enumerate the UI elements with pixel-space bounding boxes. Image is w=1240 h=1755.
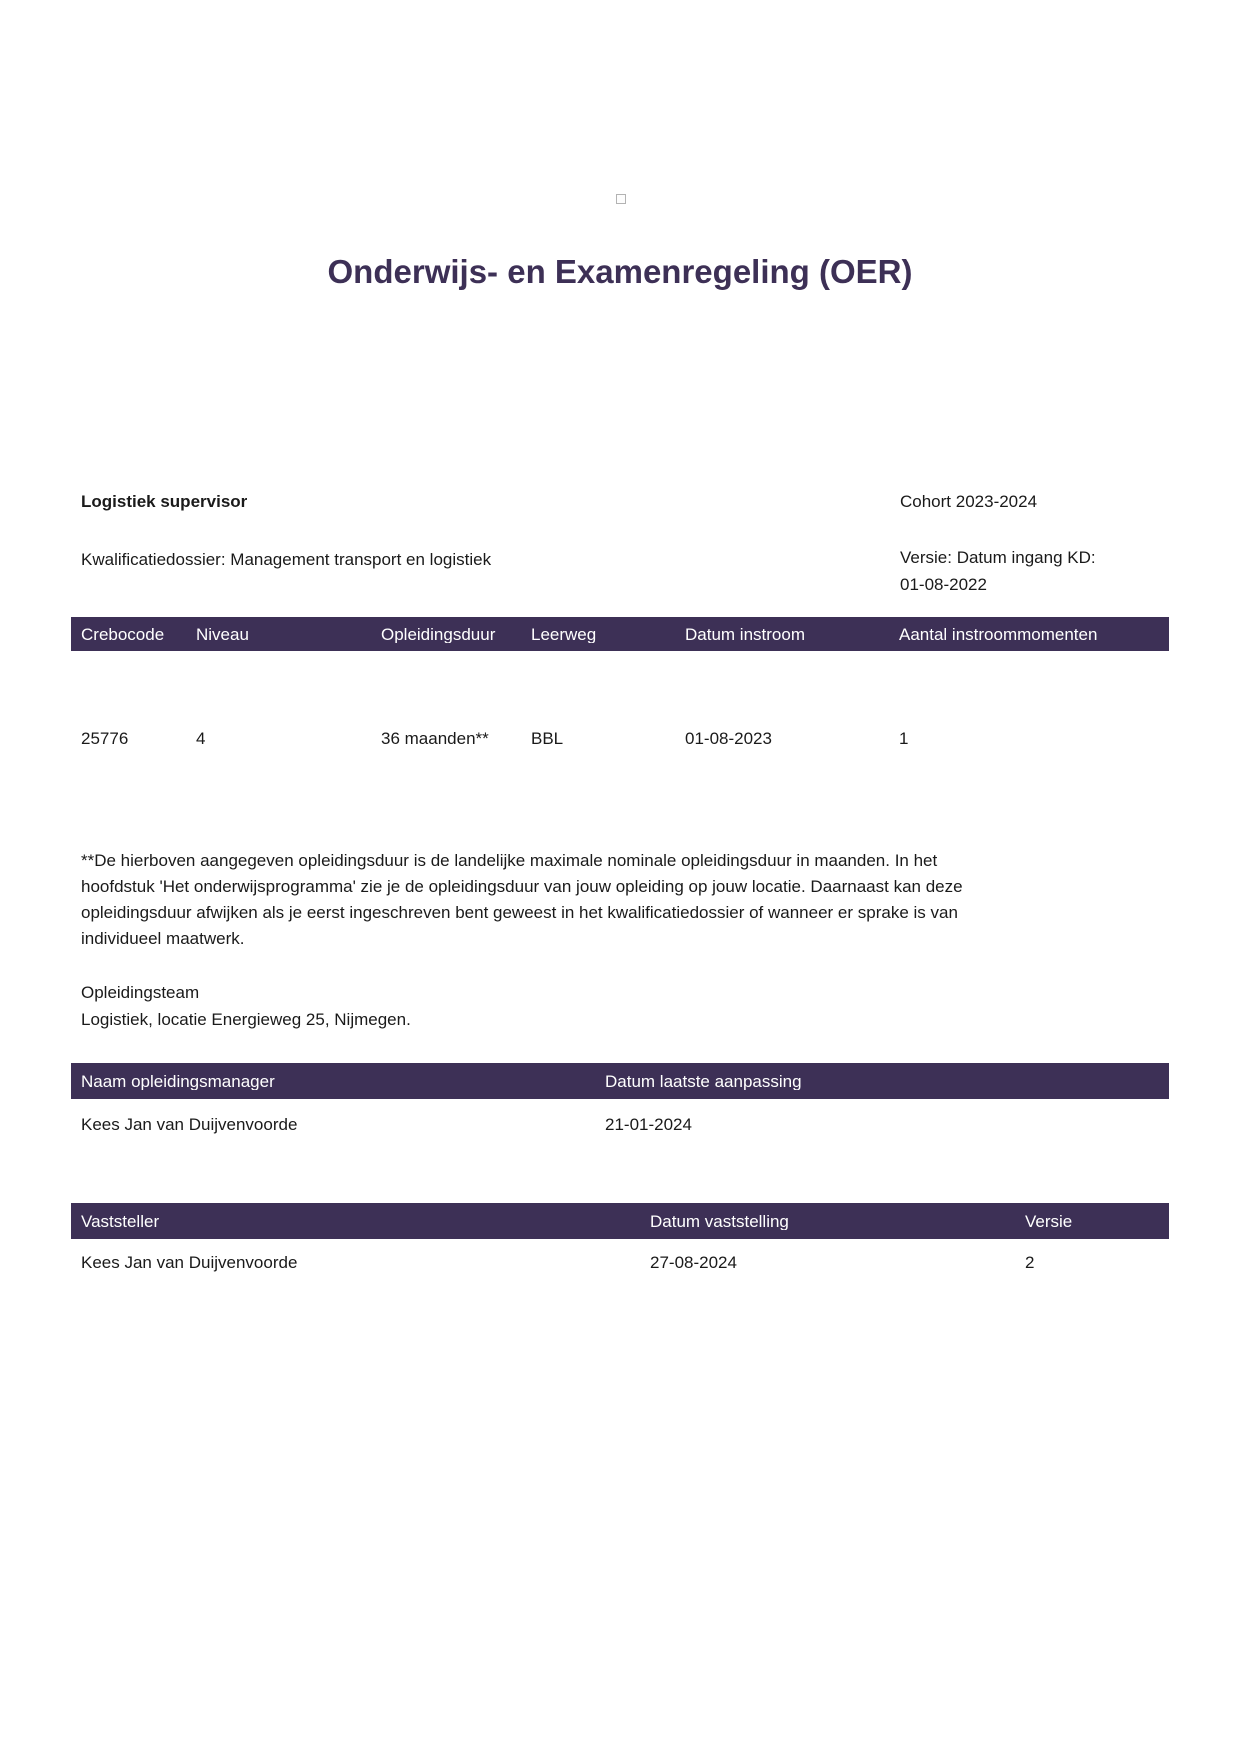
- cohort-label: Cohort 2023-2024: [900, 492, 1038, 511]
- manager-table-row: [71, 1115, 1169, 1135]
- team-heading: Opleidingsteam: [81, 983, 200, 1002]
- qualification-dossier-line: Kwalificatiedossier: Management transport en logistiek: [81, 550, 492, 569]
- kd-version-block: [900, 544, 1096, 598]
- cell-vaststeller: Kees Jan van Duijvenvoorde: [81, 1253, 298, 1272]
- footnote-line: **De hierboven aangegeven opleidingsduur is de landelijke maximale nominale opleidingsduur in maanden. In het: [81, 851, 938, 870]
- cell-leerweg: BBL: [531, 729, 564, 748]
- cell-naam-opleidingsmanager: Kees Jan van Duijvenvoorde: [81, 1115, 298, 1134]
- duration-footnote: [81, 848, 1151, 952]
- kd-version-value: 01-08-2022: [900, 575, 987, 594]
- header-cell-datum-laatste-aanpassing: Datum laatste aanpassing: [605, 1072, 802, 1090]
- footnote-line: individueel maatwerk.: [81, 929, 245, 948]
- cell-aantal-instroommomenten: 1: [899, 729, 909, 748]
- crebo-table-header-row: [71, 617, 1169, 651]
- header-cell-aantal-instroommomenten: Aantal instroommomenten: [899, 625, 1098, 643]
- approval-table-row: [71, 1253, 1169, 1273]
- header-cell-datum-instroom: Datum instroom: [685, 625, 805, 643]
- crebo-table: [71, 617, 1169, 749]
- header-cell-niveau: Niveau: [196, 625, 249, 643]
- header-cell-versie: Versie: [1025, 1212, 1073, 1230]
- cell-crebocode: 25776: [81, 729, 129, 748]
- manager-table-header-row: [71, 1063, 1169, 1099]
- empty-image-placeholder-icon: [616, 194, 626, 204]
- header-cell-naam-opleidingsmanager: Naam opleidingsmanager: [81, 1072, 275, 1090]
- header-cell-opleidingsduur: Opleidingsduur: [381, 625, 496, 643]
- kd-version-label: Versie: Datum ingang KD:: [900, 548, 1096, 567]
- cell-datum-instroom: 01-08-2023: [685, 729, 772, 748]
- approval-table: [71, 1203, 1169, 1273]
- cell-opleidingsduur: 36 maanden**: [381, 729, 489, 748]
- header-cell-vaststeller: Vaststeller: [81, 1212, 160, 1230]
- cell-datum-vaststelling: 27-08-2024: [650, 1253, 737, 1272]
- team-block: [81, 979, 411, 1033]
- team-location: Logistiek, locatie Energieweg 25, Nijmegen.: [81, 1010, 411, 1029]
- footnote-line: hoofdstuk 'Het onderwijsprogramma' zie je de opleidingsduur van jouw opleiding op jouw locatie. Daarnaast kan deze: [81, 877, 963, 896]
- header-cell-crebocode: Crebocode: [81, 625, 165, 643]
- cell-datum-laatste-aanpassing: 21-01-2024: [605, 1115, 692, 1134]
- manager-table: [71, 1063, 1169, 1135]
- footnote-line: opleidingsduur afwijken als je eerst ingeschreven bent geweest in het kwalificatiedossier of wanneer er sprake is van: [81, 903, 958, 922]
- document-title: Onderwijs- en Examenregeling (OER): [327, 253, 913, 290]
- header-cell-datum-vaststelling: Datum vaststelling: [650, 1212, 789, 1230]
- cell-versie: 2: [1025, 1253, 1035, 1272]
- approval-table-header-row: [71, 1203, 1169, 1239]
- cell-niveau: 4: [196, 729, 206, 748]
- crebo-table-row: [71, 729, 1169, 749]
- header-cell-leerweg: Leerweg: [531, 625, 597, 643]
- program-name: Logistiek supervisor: [81, 492, 248, 511]
